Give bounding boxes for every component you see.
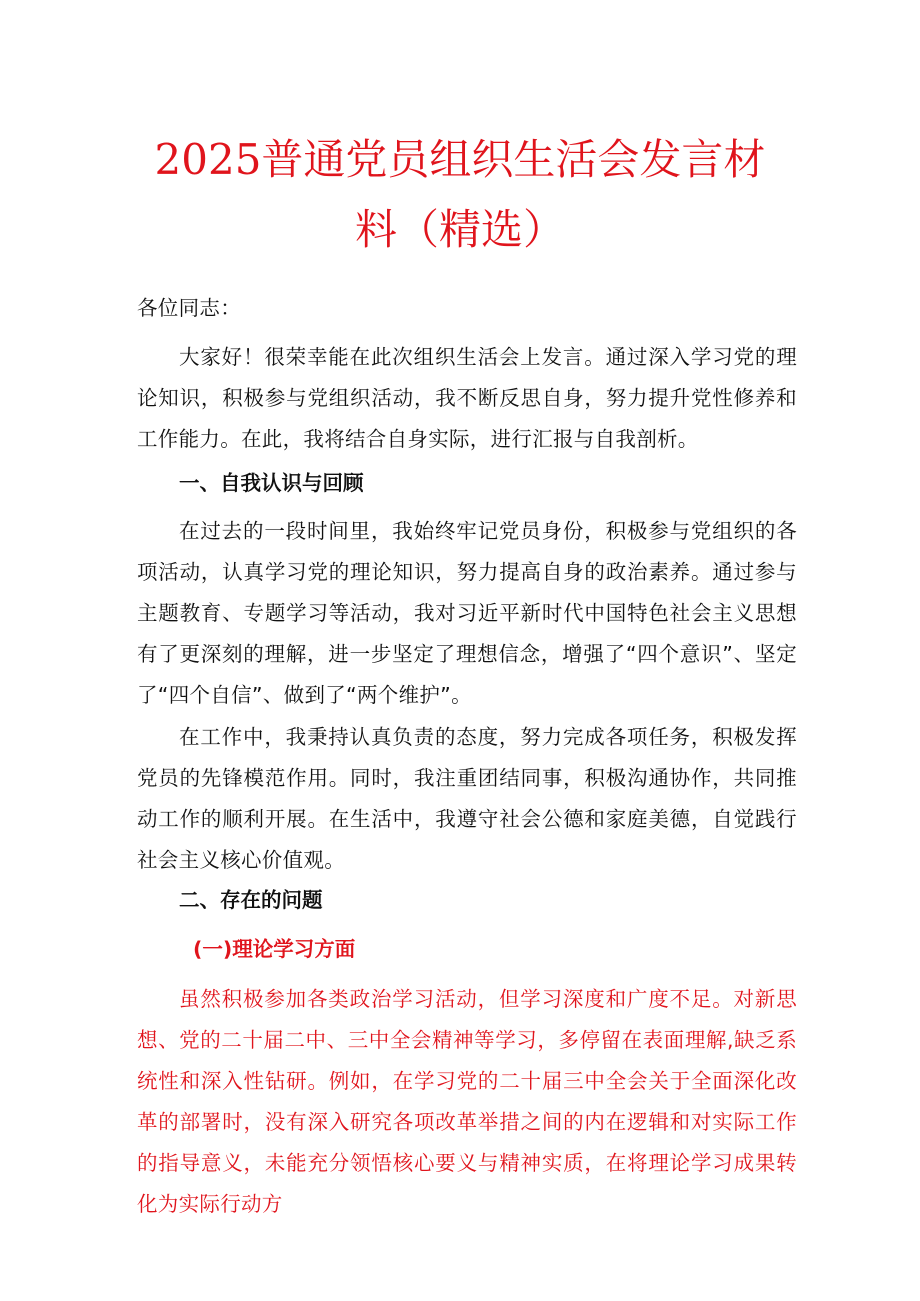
intro-paragraph: 大家好！很荣幸能在此次组织生活会上发言。通过深入学习党的理论知识，积极参与党组织活动，我不断反思自身，努力提升党性修养和工作能力。在此，我将结合自身实际，进行汇报与自我剖析。 (137, 345, 797, 451)
section1-paragraph-1: 在过去的一段时间里，我始终牢记党员身份，积极参与党组织的各项活动，认真学习党的理论知识，努力提高自身的政治素养。通过参与主题教育、专题学习等活动，我对习近平新时代中国特色社会主义思想有了更深刻的理解，进一步坚定了理想信念，增强了“四个意识”、坚定了“四个自信”、做到了“两个维护”。 (137, 519, 797, 707)
document-title-continued: 料（精选） (354, 205, 565, 254)
section1-paragraph-2: 在工作中，我秉持认真负责的态度，努力完成各项任务，积极发挥党员的先锋模范作用。同时，我注重团结同事，积极沟通协作，共同推动工作的顺利开展。在生活中，我遵守社会公德和家庭美德，自觉践行社会主义核心价值观。 (137, 725, 797, 872)
section-heading-problems: 二、存在的问题 (179, 888, 323, 912)
salutation: 各位同志： (137, 296, 241, 320)
subsection1-paragraph: 虽然积极参加各类政治学习活动，但学习深度和广度不足。对新思想、党的二十届二中、三中全会精神等学习，多停留在表面理解,缺乏系统性和深入性钻研。例如，在学习党的二十届三中全会关于全面深化改革的部署时，没有深入研究各项改革举措之间的内在逻辑和对实际工作的指导意义，未能充分领悟核心要义与精神实质，在将理论学习成果转化为实际行动方 (137, 987, 797, 1216)
subsection-heading-theory-study: (一)理论学习方面 (193, 937, 356, 961)
section-heading-self-review: 一、自我认识与回顾 (179, 471, 364, 495)
document-title: 2025普通党员组织生活会发言材 (154, 135, 766, 184)
